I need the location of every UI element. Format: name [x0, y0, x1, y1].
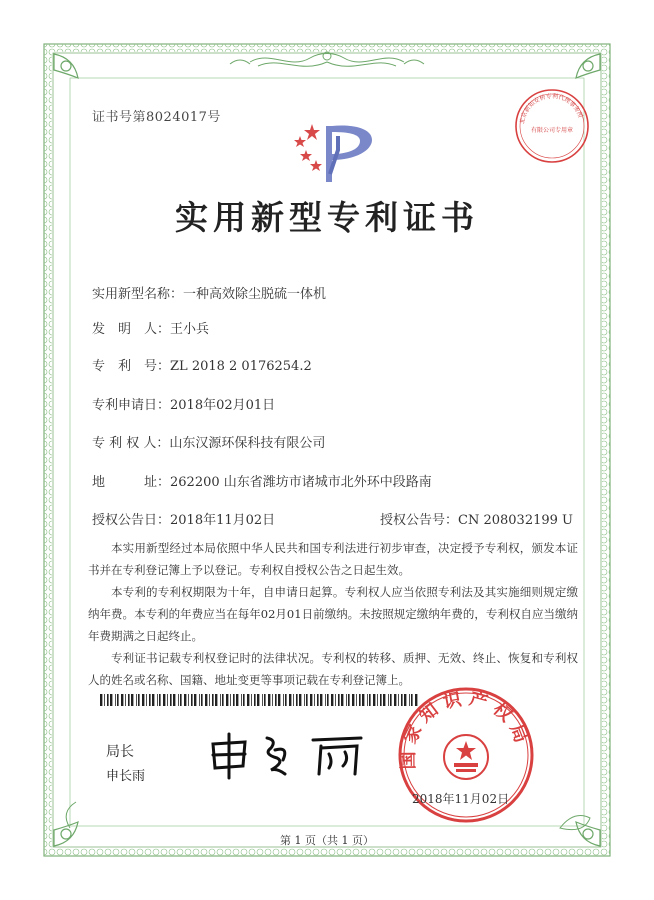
barcode-bar	[178, 694, 179, 706]
barcode-bar	[310, 694, 312, 706]
agency-seal-center: 有限公司专用章	[530, 127, 574, 134]
barcode	[100, 694, 420, 706]
barcode-bar	[327, 694, 329, 706]
barcode-bar	[331, 694, 333, 706]
field-label: 地 址：	[92, 475, 171, 490]
field-value: 262200 山东省潍坊市诸城市北外环中段路南	[170, 475, 432, 490]
barcode-bar	[191, 694, 193, 706]
field-label: 授权公告号：	[380, 513, 459, 528]
barcode-bar	[359, 694, 361, 706]
agency-seal	[512, 86, 592, 166]
field-inventor	[92, 318, 209, 337]
field-value: CN 208032199 U	[458, 513, 573, 528]
body-paragraph: 专利证书记载专利权登记时的法律状况。专利权的转移、质押、无效、终止、恢复和专利权人的姓名或名称、国籍、地址变更等事项记载在专利登记簿上。	[88, 651, 578, 687]
barcode-bar	[220, 694, 221, 706]
barcode-bar	[362, 694, 364, 706]
field-application-date	[92, 394, 275, 413]
certificate-number: 证书号第8024017号	[92, 110, 221, 125]
svg-text:北京新知安桥专利代理事务所	[518, 92, 585, 125]
barcode-bar	[247, 694, 249, 706]
barcode-bar	[115, 694, 116, 706]
barcode-bar	[131, 694, 133, 706]
barcode-bar	[173, 694, 175, 706]
body-paragraph: 本实用新型经过本局依照中华人民共和国专利法进行初步审查，决定授予专利权，颁发本证书并在专利登记簿上予以登记。专利权自授权公告之日起生效。	[88, 541, 578, 577]
field-value: ZL 2018 2 0176254.2	[170, 359, 312, 374]
barcode-bar	[341, 694, 343, 706]
field-label: 授权公告日：	[92, 513, 171, 528]
barcode-bar	[325, 694, 326, 706]
certificate-title: 实用新型专利证书	[175, 198, 479, 237]
field-patent-number	[92, 355, 312, 374]
cnipa-logo-icon	[286, 120, 381, 186]
field-value: 一种高效除尘脱硫一体机	[183, 287, 327, 302]
barcode-bar	[215, 694, 217, 706]
barcode-bar	[306, 694, 308, 706]
barcode-bar	[241, 694, 242, 706]
barcode-bar	[138, 694, 140, 706]
barcode-bar	[338, 694, 340, 706]
barcode-bar	[159, 694, 161, 706]
barcode-bar	[157, 694, 158, 706]
barcode-bar	[163, 694, 165, 706]
barcode-bar	[283, 694, 284, 706]
barcode-bar	[149, 694, 151, 706]
barcode-bar	[199, 694, 200, 706]
barcode-bar	[377, 694, 378, 706]
field-label: 专 利 号：	[92, 359, 171, 374]
director-signature	[205, 730, 375, 780]
barcode-bar	[251, 694, 252, 706]
barcode-bar	[188, 694, 189, 706]
barcode-bar	[293, 694, 294, 706]
barcode-bar	[212, 694, 214, 706]
barcode-bar	[356, 694, 357, 706]
barcode-bar	[152, 694, 154, 706]
field-grant-date	[92, 509, 275, 528]
barcode-bar	[314, 694, 315, 706]
barcode-bar	[352, 694, 354, 706]
barcode-bar	[107, 694, 109, 706]
barcode-bar	[390, 694, 392, 706]
barcode-bar	[104, 694, 105, 706]
barcode-bar	[264, 694, 266, 706]
field-label: 专 利 权 人：	[92, 436, 170, 451]
barcode-bar	[380, 694, 382, 706]
barcode-bar	[222, 694, 224, 706]
agency-seal-text: 北京新知安桥专利代理事务所	[518, 92, 584, 125]
svg-text:国家知识产权局	[398, 687, 534, 770]
field-value: 山东汉源环保科技有限公司	[169, 436, 326, 451]
cnipa-seal-text: 国家知识产权局	[397, 687, 534, 770]
barcode-bar	[369, 694, 371, 706]
field-value: 2018年11月02日	[170, 513, 276, 528]
barcode-bar	[348, 694, 350, 706]
field-address	[92, 471, 432, 490]
director-name: 申长雨	[106, 769, 146, 784]
barcode-bar	[388, 694, 389, 706]
field-value: 王小兵	[170, 322, 210, 337]
barcode-bar	[209, 694, 210, 706]
barcode-bar	[289, 694, 291, 706]
field-label: 发 明 人：	[92, 322, 171, 337]
field-patentee	[92, 432, 325, 451]
barcode-bar	[121, 694, 123, 706]
field-grant-number	[380, 509, 573, 528]
barcode-bar	[230, 694, 231, 706]
barcode-bar	[100, 694, 102, 706]
barcode-bar	[272, 694, 273, 706]
barcode-bar	[268, 694, 270, 706]
barcode-bar	[180, 694, 182, 706]
barcode-bar	[296, 694, 298, 706]
barcode-bar	[236, 694, 238, 706]
barcode-bar	[167, 694, 168, 706]
director-title: 局长	[106, 744, 134, 760]
barcode-bar	[233, 694, 235, 706]
barcode-bar	[184, 694, 186, 706]
seal-date: 2018年11月02日	[412, 792, 510, 806]
barcode-bar	[367, 694, 368, 706]
barcode-bar	[128, 694, 130, 706]
barcode-bar	[335, 694, 336, 706]
barcode-bar	[254, 694, 256, 706]
certificate-body	[88, 537, 578, 691]
barcode-bar	[117, 694, 119, 706]
barcode-bar	[142, 694, 144, 706]
field-label: 实用新型名称：	[92, 287, 184, 302]
body-paragraph: 本专利的专利权期限为十年，自申请日起算。专利权人应当依照专利法及其实施细则规定缴纳年费。本专利的年费应当在每年02月01日前缴纳。未按照规定缴纳年费的，专利权自应当缴纳年费期满之日起终止。	[88, 585, 578, 643]
barcode-bar	[275, 694, 277, 706]
barcode-bar	[194, 694, 196, 706]
barcode-bar	[226, 694, 228, 706]
field-value: 2018年02月01日	[170, 398, 276, 413]
top-ornament	[230, 52, 424, 66]
barcode-bar	[136, 694, 137, 706]
barcode-bar	[317, 694, 319, 706]
barcode-bar	[346, 694, 347, 706]
barcode-bar	[170, 694, 172, 706]
barcode-bar	[262, 694, 263, 706]
barcode-bar	[243, 694, 245, 706]
page-indicator: 第 1 页（共 1 页）	[280, 834, 374, 847]
barcode-bar	[304, 694, 305, 706]
barcode-bar	[205, 694, 207, 706]
barcode-bar	[257, 694, 259, 706]
barcode-bar	[278, 694, 280, 706]
field-utility-model-name	[92, 283, 326, 302]
barcode-bar	[383, 694, 385, 706]
national-emblem-icon	[444, 735, 488, 779]
barcode-bar	[125, 694, 126, 706]
barcode-bar	[373, 694, 375, 706]
field-label: 专利申请日：	[92, 398, 171, 413]
barcode-bar	[285, 694, 287, 706]
barcode-bar	[201, 694, 203, 706]
barcode-bar	[110, 694, 112, 706]
barcode-bar	[320, 694, 322, 706]
barcode-bar	[299, 694, 301, 706]
barcode-bar	[146, 694, 147, 706]
